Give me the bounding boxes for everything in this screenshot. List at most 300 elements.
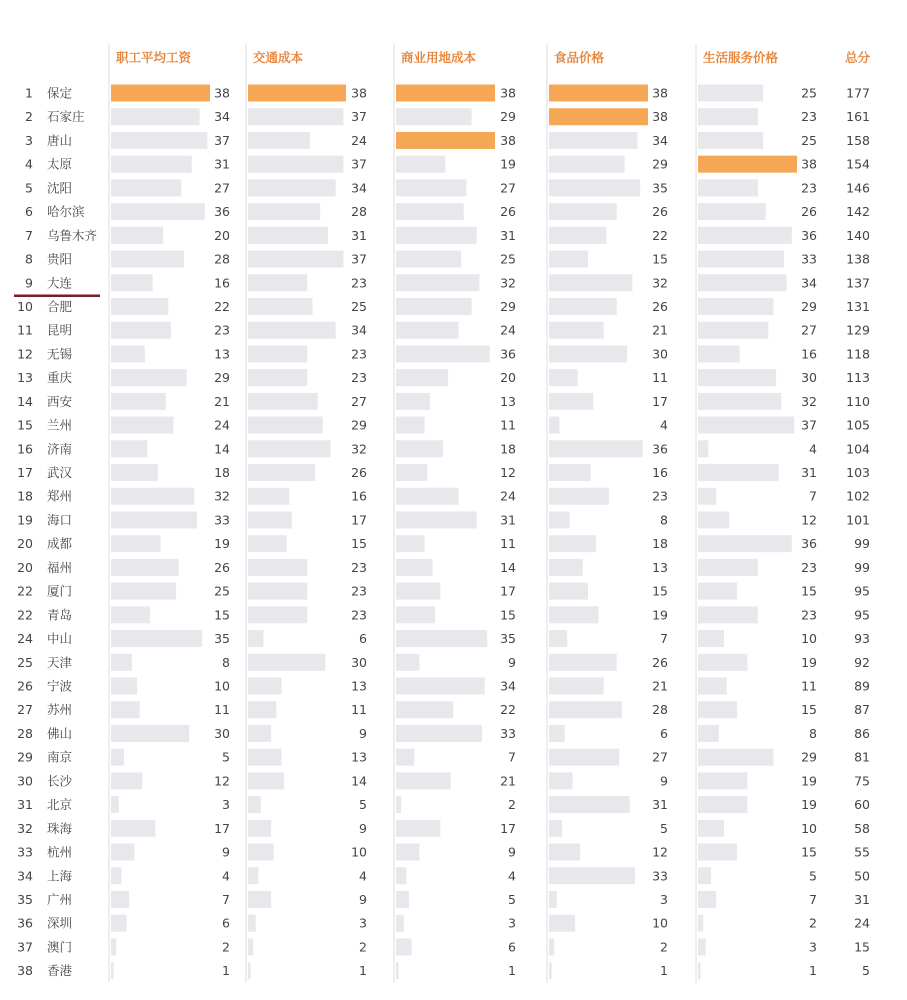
bar-food (549, 203, 617, 220)
column-header-total: 总分 (844, 50, 870, 65)
bar-food (549, 820, 562, 837)
value-label-land: 26 (500, 204, 516, 220)
city-label: 武汉 (47, 465, 73, 481)
bar-transport (248, 772, 284, 789)
bar-transport (248, 464, 315, 481)
bar-transport (248, 345, 307, 362)
value-label-land: 25 (500, 251, 516, 267)
value-label-transport: 23 (351, 370, 367, 386)
rank-label: 35 (17, 891, 33, 907)
value-label-transport: 26 (351, 465, 367, 481)
value-label-transport: 23 (351, 607, 367, 623)
bar-service (698, 108, 758, 125)
value-label-transport: 17 (351, 512, 367, 528)
rank-label: 5 (25, 180, 33, 196)
value-label-land: 38 (500, 85, 516, 101)
value-label-wage: 27 (214, 180, 230, 196)
value-label-transport: 5 (359, 797, 367, 813)
value-label-transport: 37 (351, 109, 367, 125)
value-label-land: 12 (500, 465, 516, 481)
bar-service (698, 322, 768, 339)
value-label-wage: 38 (214, 85, 230, 101)
bar-food (549, 844, 580, 861)
city-label: 郑州 (47, 488, 73, 504)
total-label: 158 (846, 132, 870, 148)
bar-wage (111, 179, 181, 196)
bar-food (549, 274, 632, 291)
value-label-transport: 2 (359, 939, 367, 955)
bar-land (396, 108, 472, 125)
bar-wage (111, 962, 114, 979)
value-label-service: 32 (801, 393, 817, 409)
total-label: 15 (854, 939, 870, 955)
rank-label: 4 (25, 156, 33, 172)
total-label: 5 (862, 963, 870, 979)
value-label-wage: 36 (214, 204, 230, 220)
bar-transport (248, 488, 289, 505)
bar-land (396, 85, 495, 102)
total-label: 86 (854, 725, 870, 741)
bar-service (698, 464, 779, 481)
value-label-service: 7 (809, 488, 817, 504)
bar-land (396, 393, 430, 410)
bar-land (396, 440, 443, 457)
value-label-land: 18 (500, 441, 516, 457)
value-label-land: 34 (500, 678, 516, 694)
value-label-food: 36 (652, 441, 668, 457)
city-label: 福州 (47, 559, 73, 575)
bar-wage (111, 535, 161, 552)
rank-label: 7 (25, 227, 33, 243)
value-label-food: 38 (652, 109, 668, 125)
value-label-service: 26 (801, 204, 817, 220)
bar-food (549, 322, 604, 339)
value-label-wage: 4 (222, 868, 230, 884)
rank-label: 22 (17, 583, 33, 599)
bar-wage (111, 108, 200, 125)
bar-food (549, 891, 557, 908)
bar-service (698, 630, 724, 647)
city-label: 宁波 (47, 678, 73, 694)
bar-food (549, 393, 593, 410)
bar-land (396, 464, 427, 481)
bar-wage (111, 559, 179, 576)
rank-label: 1 (25, 85, 33, 101)
bar-land (396, 227, 477, 244)
value-label-transport: 3 (359, 915, 367, 931)
bar-transport (248, 274, 307, 291)
value-label-transport: 9 (359, 891, 367, 907)
value-label-transport: 11 (351, 702, 367, 718)
bar-wage (111, 583, 176, 600)
rank-label: 24 (17, 631, 33, 647)
total-label: 140 (846, 227, 870, 243)
bar-food (549, 345, 627, 362)
value-label-food: 8 (660, 512, 668, 528)
bar-food (549, 85, 648, 102)
total-label: 137 (846, 275, 870, 291)
value-label-service: 37 (801, 417, 817, 433)
bar-service (698, 227, 792, 244)
total-label: 95 (854, 583, 870, 599)
bar-transport (248, 179, 336, 196)
bar-food (549, 108, 648, 125)
rank-label: 37 (17, 939, 33, 955)
bar-transport (248, 440, 331, 457)
value-label-land: 9 (508, 844, 516, 860)
bar-service (698, 511, 729, 528)
bar-food (549, 298, 617, 315)
bar-transport (248, 108, 343, 125)
bar-food (549, 938, 554, 955)
bar-service (698, 891, 716, 908)
city-label: 保定 (47, 85, 73, 101)
bar-service (698, 417, 794, 434)
bar-food (549, 606, 599, 623)
bar-food (549, 772, 572, 789)
value-label-land: 17 (500, 583, 516, 599)
city-label: 上海 (47, 868, 73, 884)
value-label-land: 36 (500, 346, 516, 362)
value-label-food: 33 (652, 868, 668, 884)
value-label-wage: 8 (222, 654, 230, 670)
bar-transport (248, 298, 312, 315)
bar-transport (248, 156, 343, 173)
bar-transport (248, 606, 307, 623)
value-label-transport: 9 (359, 725, 367, 741)
city-label: 澳门 (47, 939, 73, 955)
value-label-wage: 21 (214, 393, 230, 409)
value-label-wage: 29 (214, 370, 230, 386)
bar-wage (111, 203, 205, 220)
bar-land (396, 701, 453, 718)
value-label-transport: 13 (351, 749, 367, 765)
bar-food (549, 867, 635, 884)
value-label-wage: 16 (214, 275, 230, 291)
bar-wage (111, 298, 168, 315)
bar-transport (248, 962, 251, 979)
bar-land (396, 203, 464, 220)
value-label-food: 21 (652, 322, 668, 338)
value-label-land: 9 (508, 654, 516, 670)
city-label: 合肥 (47, 298, 73, 314)
bar-service (698, 488, 716, 505)
value-label-wage: 34 (214, 109, 230, 125)
value-label-service: 11 (801, 678, 817, 694)
value-label-transport: 14 (351, 773, 367, 789)
value-label-service: 16 (801, 346, 817, 362)
value-label-food: 7 (660, 631, 668, 647)
value-label-transport: 4 (359, 868, 367, 884)
value-label-transport: 37 (351, 251, 367, 267)
rank-label: 26 (17, 678, 33, 694)
bar-service (698, 251, 784, 268)
value-label-land: 4 (508, 868, 516, 884)
value-label-wage: 35 (214, 631, 230, 647)
value-label-wage: 17 (214, 820, 230, 836)
bar-transport (248, 915, 256, 932)
bar-service (698, 274, 787, 291)
bar-service (698, 583, 737, 600)
bar-food (549, 179, 640, 196)
value-label-wage: 18 (214, 465, 230, 481)
bar-wage (111, 345, 145, 362)
bar-wage (111, 132, 207, 149)
rank-label: 20 (17, 559, 33, 575)
value-label-food: 12 (652, 844, 668, 860)
value-label-wage: 13 (214, 346, 230, 362)
bar-service (698, 606, 758, 623)
bar-service (698, 535, 792, 552)
bar-food (549, 156, 625, 173)
value-label-wage: 2 (222, 939, 230, 955)
value-label-wage: 22 (214, 298, 230, 314)
value-label-service: 36 (801, 536, 817, 552)
value-label-service: 7 (809, 891, 817, 907)
bar-transport (248, 654, 325, 671)
bar-land (396, 488, 459, 505)
bar-transport (248, 203, 320, 220)
value-label-service: 19 (801, 797, 817, 813)
value-label-land: 31 (500, 227, 516, 243)
value-label-service: 33 (801, 251, 817, 267)
value-label-service: 27 (801, 322, 817, 338)
value-label-service: 1 (809, 963, 817, 979)
rank-label: 19 (17, 512, 33, 528)
value-label-land: 32 (500, 275, 516, 291)
rank-label: 10 (17, 298, 33, 314)
value-label-wage: 10 (214, 678, 230, 694)
city-label: 哈尔滨 (47, 204, 85, 220)
column-header-transport: 交通成本 (253, 50, 304, 65)
city-label: 乌鲁木齐 (47, 227, 98, 243)
bar-food (549, 749, 619, 766)
bar-land (396, 606, 435, 623)
value-label-transport: 34 (351, 322, 367, 338)
total-label: 138 (846, 251, 870, 267)
bar-food (549, 464, 591, 481)
value-label-food: 28 (652, 702, 668, 718)
city-label: 西安 (47, 393, 73, 409)
value-label-food: 5 (660, 820, 668, 836)
value-label-food: 23 (652, 488, 668, 504)
value-label-food: 38 (652, 85, 668, 101)
value-label-land: 11 (500, 536, 516, 552)
bar-service (698, 132, 763, 149)
bar-wage (111, 725, 189, 742)
value-label-food: 13 (652, 559, 668, 575)
value-label-wage: 3 (222, 797, 230, 813)
city-label: 大连 (47, 275, 73, 291)
value-label-wage: 1 (222, 963, 230, 979)
value-label-wage: 30 (214, 725, 230, 741)
bar-transport (248, 749, 282, 766)
value-label-food: 26 (652, 204, 668, 220)
total-label: 89 (854, 678, 870, 694)
value-label-wage: 23 (214, 322, 230, 338)
value-label-transport: 23 (351, 583, 367, 599)
city-label: 珠海 (47, 820, 73, 836)
rank-label: 33 (17, 844, 33, 860)
total-label: 75 (854, 773, 870, 789)
value-label-land: 29 (500, 109, 516, 125)
bar-service (698, 678, 727, 695)
rank-label: 6 (25, 204, 33, 220)
bar-land (396, 417, 425, 434)
rank-label: 3 (25, 132, 33, 148)
city-label: 杭州 (47, 844, 73, 860)
total-label: 99 (854, 559, 870, 575)
column-header-wage: 职工平均工资 (116, 50, 192, 65)
bar-transport (248, 820, 271, 837)
value-label-service: 25 (801, 85, 817, 101)
total-label: 142 (846, 204, 870, 220)
value-label-land: 20 (500, 370, 516, 386)
rank-label: 8 (25, 251, 33, 267)
bar-land (396, 654, 419, 671)
value-label-land: 24 (500, 488, 516, 504)
bar-service (698, 915, 703, 932)
column-header-food: 食品价格 (554, 50, 605, 65)
city-label: 香港 (47, 963, 73, 979)
value-label-land: 14 (500, 559, 516, 575)
value-label-land: 33 (500, 725, 516, 741)
value-label-land: 24 (500, 322, 516, 338)
bar-food (549, 915, 575, 932)
rank-label: 30 (17, 773, 33, 789)
bar-food (549, 227, 606, 244)
bar-wage (111, 891, 129, 908)
bar-land (396, 511, 477, 528)
value-label-food: 32 (652, 275, 668, 291)
bar-transport (248, 559, 307, 576)
value-label-transport: 16 (351, 488, 367, 504)
bar-land (396, 298, 472, 315)
column-header-service: 生活服务价格 (703, 50, 779, 65)
value-label-land: 7 (508, 749, 516, 765)
bar-service (698, 820, 724, 837)
bar-wage (111, 820, 155, 837)
bar-land (396, 583, 440, 600)
bar-transport (248, 844, 274, 861)
bar-food (549, 440, 643, 457)
bar-service (698, 725, 719, 742)
rank-label: 31 (17, 797, 33, 813)
bar-wage (111, 867, 121, 884)
value-label-transport: 23 (351, 275, 367, 291)
value-label-service: 5 (809, 868, 817, 884)
rank-label: 12 (17, 346, 33, 362)
value-label-service: 8 (809, 725, 817, 741)
value-label-land: 5 (508, 891, 516, 907)
rank-label: 17 (17, 465, 33, 481)
value-label-service: 3 (809, 939, 817, 955)
bar-food (549, 535, 596, 552)
bar-transport (248, 867, 258, 884)
value-label-service: 23 (801, 607, 817, 623)
bar-transport (248, 393, 318, 410)
total-label: 118 (846, 346, 870, 362)
city-label: 昆明 (47, 322, 73, 338)
value-label-service: 10 (801, 631, 817, 647)
value-label-transport: 24 (351, 132, 367, 148)
bar-transport (248, 583, 307, 600)
rank-label: 38 (17, 963, 33, 979)
city-label: 无锡 (47, 346, 73, 362)
bar-transport (248, 678, 282, 695)
bar-land (396, 156, 446, 173)
value-label-service: 15 (801, 702, 817, 718)
total-label: 95 (854, 607, 870, 623)
value-label-transport: 13 (351, 678, 367, 694)
value-label-food: 15 (652, 251, 668, 267)
bar-transport (248, 251, 343, 268)
total-label: 146 (846, 180, 870, 196)
bar-wage (111, 678, 137, 695)
value-label-service: 29 (801, 749, 817, 765)
bar-wage (111, 274, 153, 291)
bar-food (549, 796, 630, 813)
bar-land (396, 369, 448, 386)
bar-wage (111, 322, 171, 339)
total-label: 102 (846, 488, 870, 504)
bar-wage (111, 701, 140, 718)
bar-wage (111, 156, 192, 173)
bar-wage (111, 938, 116, 955)
city-label: 佛山 (47, 725, 73, 741)
value-label-land: 2 (508, 797, 516, 813)
rank-label: 25 (17, 654, 33, 670)
value-label-service: 23 (801, 109, 817, 125)
bar-wage (111, 654, 132, 671)
bar-food (549, 654, 617, 671)
value-label-service: 10 (801, 820, 817, 836)
bar-wage (111, 796, 119, 813)
value-label-food: 17 (652, 393, 668, 409)
bar-food (549, 701, 622, 718)
bar-service (698, 85, 763, 102)
value-label-land: 17 (500, 820, 516, 836)
value-label-service: 2 (809, 915, 817, 931)
bar-wage (111, 772, 142, 789)
value-label-wage: 6 (222, 915, 230, 931)
total-label: 113 (846, 370, 870, 386)
value-label-transport: 15 (351, 536, 367, 552)
bar-service (698, 369, 776, 386)
value-label-food: 29 (652, 156, 668, 172)
total-label: 87 (854, 702, 870, 718)
value-label-food: 19 (652, 607, 668, 623)
bar-transport (248, 132, 310, 149)
bar-service (698, 962, 701, 979)
value-label-land: 11 (500, 417, 516, 433)
rank-label: 29 (17, 749, 33, 765)
bar-wage (111, 227, 163, 244)
value-label-food: 26 (652, 654, 668, 670)
city-label: 成都 (47, 536, 73, 552)
value-label-food: 2 (660, 939, 668, 955)
bar-transport (248, 796, 261, 813)
bar-service (698, 440, 708, 457)
column-header-land: 商业用地成本 (401, 50, 477, 65)
value-label-transport: 32 (351, 441, 367, 457)
value-label-service: 25 (801, 132, 817, 148)
value-label-service: 31 (801, 465, 817, 481)
value-label-food: 6 (660, 725, 668, 741)
bar-land (396, 938, 412, 955)
bar-service (698, 654, 748, 671)
rank-label: 20 (17, 536, 33, 552)
